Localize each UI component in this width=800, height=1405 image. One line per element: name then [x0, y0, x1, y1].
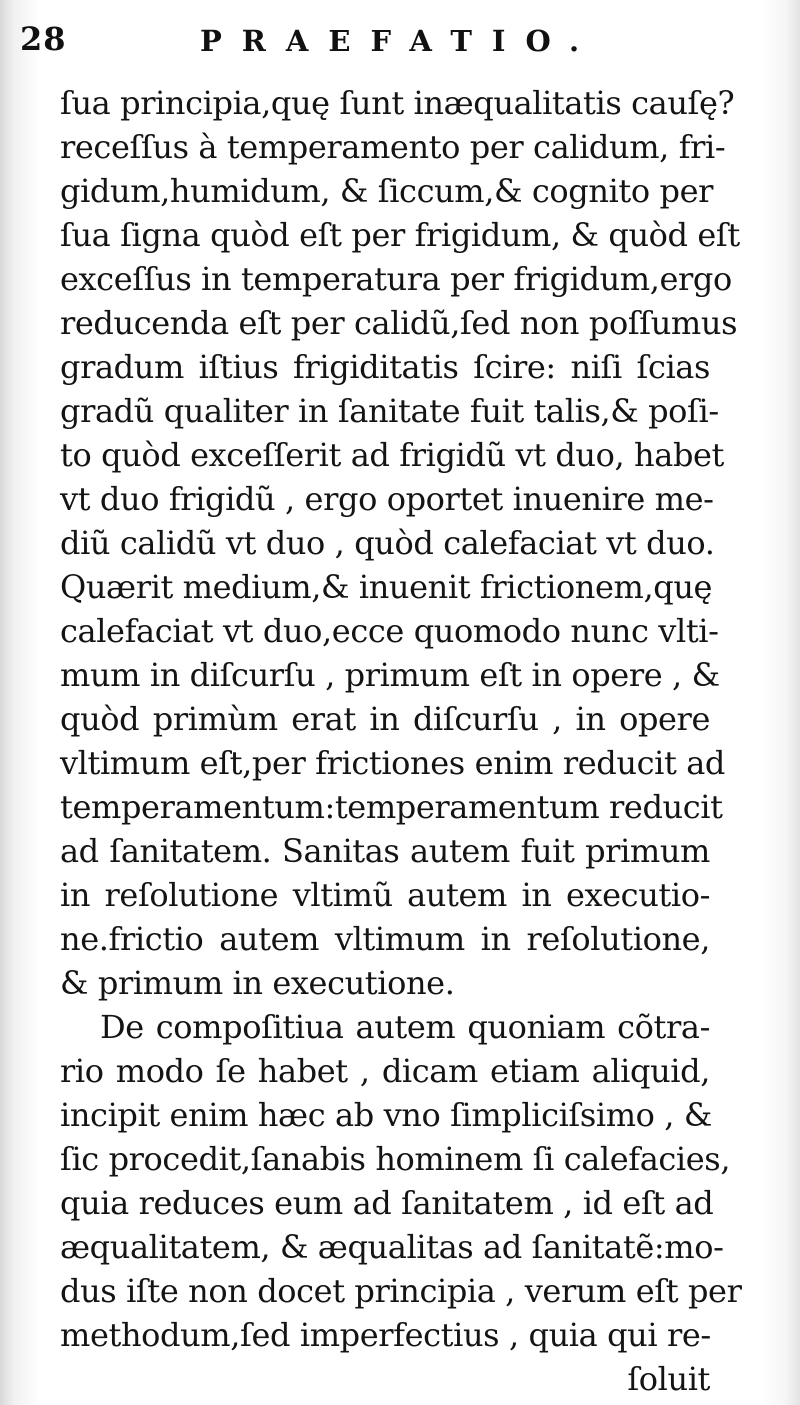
text-line: incipit enim hæc ab vno ſimpliciſsimo , & — [60, 1096, 712, 1134]
text-line: ne.frictio autem vltimum in reſolutione, — [60, 920, 710, 958]
text-line: methodum,ſed imperfectius , quia qui re- — [60, 1316, 711, 1354]
text-line: reducenda eſt per calidũ,ſed non poſſumus — [60, 304, 738, 342]
text-line: Quærit medium,& inuenit frictionem,quę — [60, 568, 713, 606]
text-line: to quòd exceſſerit ad frigidũ vt duo, habet — [60, 436, 725, 474]
text-line: dus iſte non docet principia , verum eſt per — [60, 1272, 742, 1310]
text-line: receſſus à temperamento per calidum, fri- — [60, 128, 726, 166]
text-line: rio modo ſe habet , dicam etiam aliquid, — [60, 1052, 710, 1090]
text-line: in reſolutione vltimũ autem in executio- — [60, 876, 710, 914]
text-line: quòd primùm erat in diſcurſu , in opere — [60, 700, 710, 738]
text-line: De compoſitiua autem quoniam cõtra- — [100, 1008, 710, 1046]
text-line: vltimum eſt,per frictiones enim reducit ad — [60, 744, 725, 782]
catchword: ſoluit — [627, 1360, 710, 1398]
text-line: gradum iſtius frigiditatis ſcire: niſi ſcias — [60, 348, 710, 386]
text-line: & primum in executione. — [60, 964, 455, 1002]
page-header — [20, 18, 780, 66]
running-head: PRAEFATIO. — [200, 24, 600, 58]
text-line: quia reduces eum ad ſanitatem , id eſt ad — [60, 1184, 714, 1222]
text-line: calefaciat vt duo,ecce quomodo nunc vlti- — [60, 612, 719, 650]
text-line: ad ſanitatem. Sanitas autem fuit primum — [60, 832, 710, 870]
text-line: gidum,humidum, & ſiccum,& cognito per — [60, 172, 713, 210]
text-line: gradũ qualiter in ſanitate fuit talis,& poſi- — [60, 392, 719, 430]
page-number: 28 — [20, 20, 67, 58]
text-line: mum in diſcurſu , primum eſt in opere , & — [60, 656, 720, 694]
text-line: temperamentum:temperamentum reducit — [60, 788, 723, 826]
text-line: exceſſus in temperatura per frigidum,ergo — [60, 260, 732, 298]
text-line: ſua ſigna quòd eſt per frigidum, & quòd eſt — [60, 216, 740, 254]
text-line: vt duo frigidũ , ergo oportet inuenire me- — [60, 480, 714, 518]
text-line: diũ calidũ vt duo , quòd calefaciat vt duo. — [60, 524, 715, 562]
text-line: æqualitatem, & æqualitas ad ſanitatẽ:mo- — [60, 1228, 724, 1266]
text-line: ſua principia,quę ſunt inæqualitatis cauſę? — [60, 84, 735, 122]
text-line: ſic procedit,ſanabis hominem ſi calefacies, — [60, 1140, 731, 1178]
